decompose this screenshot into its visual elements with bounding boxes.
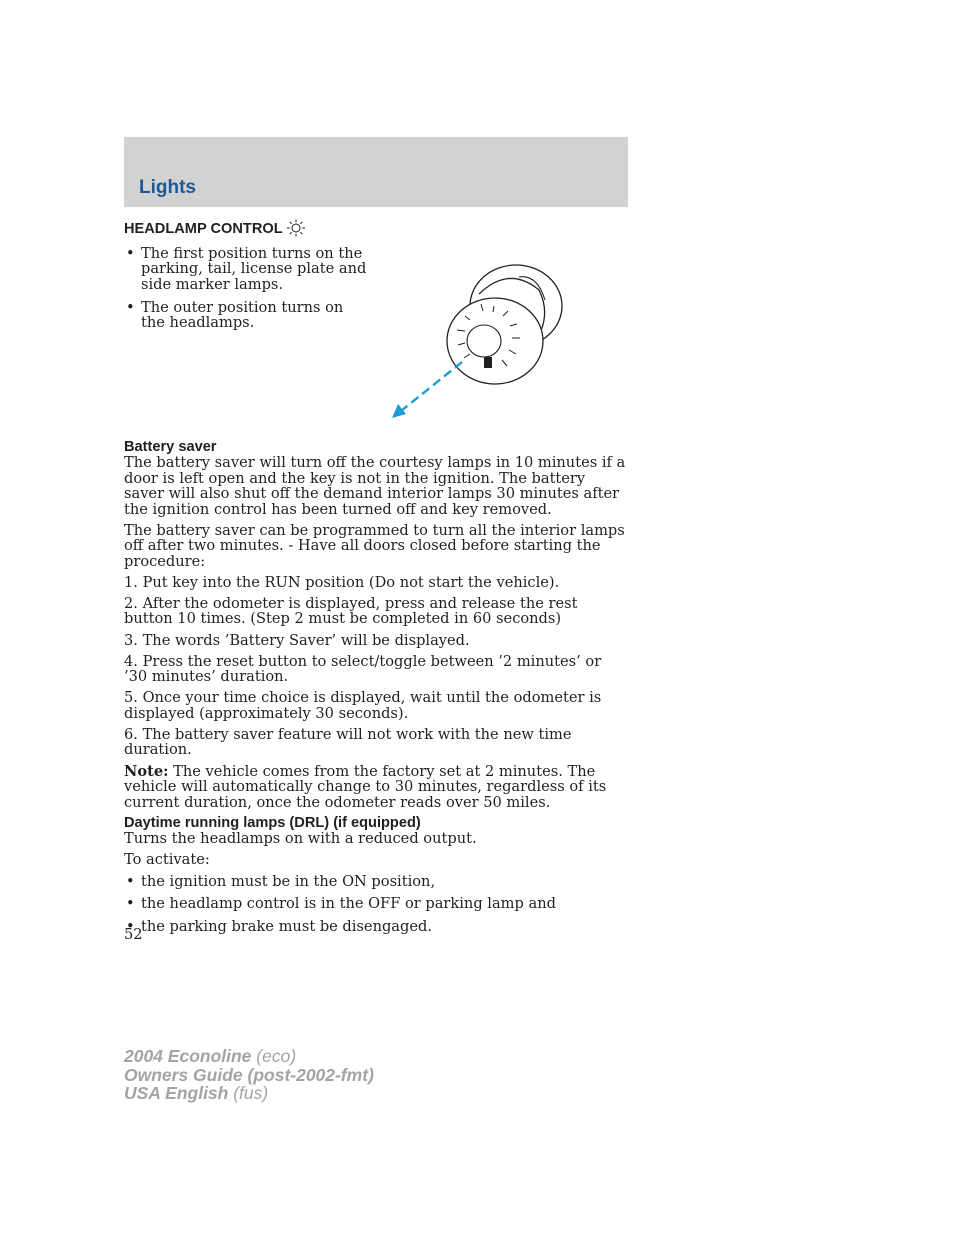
list-item: • the ignition must be in the ON position, (124, 874, 628, 889)
list-item: • The outer position turns on the headlamps. (124, 300, 369, 331)
headlamp-heading-text: HEADLAMP CONTROL (124, 221, 283, 238)
document-footer (124, 1047, 374, 1103)
battery-saver-step: 5. Once your time choice is displayed, wait until the odometer is displayed (approximately 30 seconds). (124, 689, 602, 722)
battery-saver-step: 2. After the odometer is displayed, press and release the rest button 10 times. (Step 2 must be completed in 60 seconds) (124, 595, 578, 628)
footer-language-code: (fus) (228, 1083, 269, 1103)
headlamp-bullets-column (124, 240, 369, 440)
footer-model-code: (eco) (251, 1046, 297, 1066)
page-number: 52 (124, 926, 143, 943)
battery-saver-step: 3. The words ’Battery Saver’ will be displayed. (124, 631, 470, 649)
battery-saver-paragraph: The battery saver will turn off the courtesy lamps in 10 minutes if a door is left open and the key is not in the ignition. The battery saver will also shut off the demand interior lamps 30 minutes after the ignition control has been turned off and key removed. (124, 454, 626, 518)
note-text: The vehicle comes from the factory set at 2 minutes. The vehicle will automatically change to 30 minutes, regardless of its current duration, once the odometer reads over 50 miles. (124, 762, 607, 811)
battery-saver-step: 6. The battery saver feature will not work with the new time duration. (124, 726, 572, 759)
section-title: Lights (139, 177, 196, 198)
battery-saver-paragraph: The battery saver can be programmed to turn all the interior lamps off after two minutes. - Have all doors closed before starting the procedure: (124, 521, 625, 570)
battery-saver-note (124, 764, 628, 810)
headlamp-knob-figure (369, 240, 628, 440)
drl-paragraph: Turns the headlamps on with a reduced output. (124, 830, 477, 848)
headlamp-intro (124, 240, 628, 440)
footer-model: 2004 Econoline (124, 1046, 252, 1066)
footer-language: USA English (124, 1083, 229, 1103)
list-item: • The first position turns on the parking, tail, license plate and side marker lamps. (124, 246, 369, 292)
page-content (124, 220, 628, 942)
note-label: Note: (124, 762, 169, 780)
footer-line-2 (124, 1066, 374, 1085)
headlamp-control-heading (124, 220, 628, 240)
section-header-band (124, 137, 628, 207)
sun-icon (286, 219, 306, 241)
headlamp-knob-icon (369, 240, 628, 440)
footer-line-3 (124, 1084, 374, 1103)
drl-paragraph: To activate: (124, 851, 210, 869)
headlamp-bullet-list (124, 246, 369, 331)
list-item: • the parking brake must be disengaged. (124, 919, 628, 934)
footer-line-1 (124, 1047, 374, 1066)
battery-saver-step: 4. Press the reset button to select/toggle between ’2 minutes’ or ’30 minutes’ duration. (124, 652, 602, 686)
drl-bullet-list (124, 874, 628, 935)
battery-saver-step: 1. Put key into the RUN position (Do not start the vehicle). (124, 573, 560, 591)
battery-saver-heading: Battery saver (124, 439, 217, 455)
footer-guide: Owners Guide (post-2002-fmt) (124, 1064, 374, 1085)
drl-heading: Daytime running lamps (DRL) (if equipped) (124, 814, 421, 831)
list-item: • the headlamp control is in the OFF or parking lamp and (124, 896, 628, 911)
